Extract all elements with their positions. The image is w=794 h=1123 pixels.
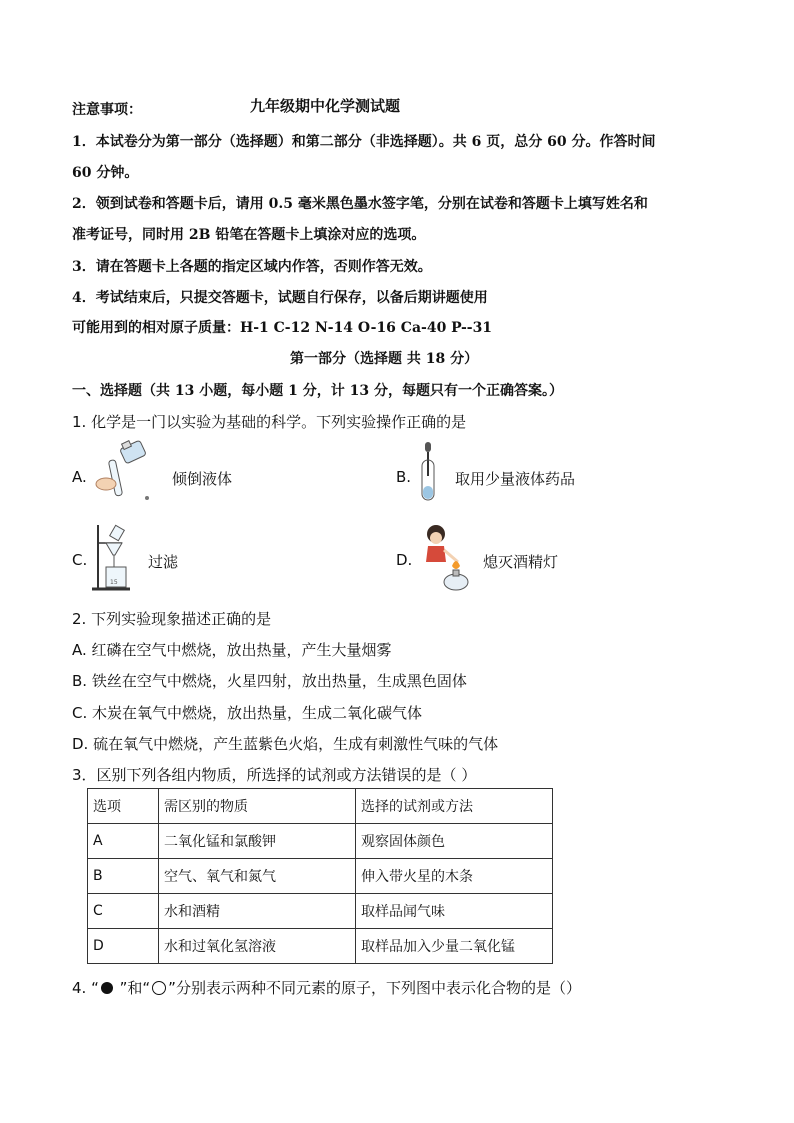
note-item-1-line-1: 1．本试卷分为第一部分（选择题）和第二部分（非选择题）。共 6 页，总分 60 分。作答时间 xyxy=(72,134,656,150)
table-header-row xyxy=(88,789,553,824)
table-row xyxy=(88,824,553,859)
table-cell: C xyxy=(88,894,159,929)
filtration-apparatus-image xyxy=(90,523,136,593)
q1-option-d-letter: D. xyxy=(396,551,413,569)
q2-option-a: A. 红磷在空气中燃烧，放出热量，产生大量烟雾 xyxy=(72,641,392,659)
q1-option-b-letter: B. xyxy=(396,468,412,486)
q1-option-d-text: 熄灭酒精灯 xyxy=(483,553,559,571)
question-4-stem xyxy=(72,977,581,998)
filled-circle-atom-icon xyxy=(101,982,113,994)
note-item-2-line-2: 准考证号，同时用 2B 铅笔在答题卡上填涂对应的选项。 xyxy=(72,227,426,243)
table-cell: B xyxy=(88,859,159,894)
q1-option-b-text: 取用少量液体药品 xyxy=(455,470,576,488)
table-cell: 取样品加入少量二氧化锰 xyxy=(356,929,553,964)
hollow-circle-atom-icon xyxy=(152,981,166,995)
note-item-3: 3．请在答题卡上各题的指定区域内作答，否则作答无效。 xyxy=(72,259,432,275)
section-one-heading: 一、选择题（共 13 小题，每小题 1 分，计 13 分，每题只有一个正确答案。） xyxy=(72,383,563,399)
q1-option-a-text: 倾倒液体 xyxy=(172,470,233,488)
question-2-stem: 2. 下列实验现象描述正确的是 xyxy=(72,610,272,628)
question-1-stem: 1. 化学是一门以实验为基础的科学。下列实验操作正确的是 xyxy=(72,413,467,431)
part-one-heading: 第一部分（选择题 共 18 分） xyxy=(290,351,479,367)
pouring-liquid-image xyxy=(92,440,152,502)
question-3-stem: 3．区别下列各组内物质，所选择的试剂或方法错误的是（ ） xyxy=(72,766,477,784)
q4-text-part-2: ”和“ xyxy=(114,979,151,997)
note-item-2-line-1: 2．领到试卷和答题卡后，请用 0.5 毫米黑色墨水签字笔，分别在试卷和答题卡上填写姓名和 xyxy=(72,196,648,212)
beaker-mark: 15 xyxy=(110,579,118,586)
table-row xyxy=(88,859,553,894)
table-cell: D xyxy=(88,929,159,964)
table-cell: 空气、氧气和氮气 xyxy=(159,859,356,894)
note-item-1-line-2: 60 分钟。 xyxy=(72,165,139,181)
table-cell: 二氧化锰和氯酸钾 xyxy=(159,824,356,859)
table-cell: 取样品闻气味 xyxy=(356,894,553,929)
table-cell: 观察固体颜色 xyxy=(356,824,553,859)
q4-text-part-1: 4. “ xyxy=(72,979,99,997)
table-row xyxy=(88,894,553,929)
table-header-cell: 需区别的物质 xyxy=(159,789,356,824)
page-title: 九年级期中化学测试题 xyxy=(250,97,401,115)
notes-heading: 注意事项： xyxy=(72,102,142,118)
atomic-mass-line: 可能用到的相对原子质量：H-1 C-12 N-14 O-16 Ca-40 P--31 xyxy=(72,320,493,336)
note-item-4: 4．考试结束后，只提交答题卡，试题自行保存，以备后期讲题使用 xyxy=(72,290,488,306)
table-cell: 伸入带火星的木条 xyxy=(356,859,553,894)
q4-text-part-3: ”分别表示两种不同元素的原子，下列图中表示化合物的是（） xyxy=(168,979,581,997)
table-header-cell: 选择的试剂或方法 xyxy=(356,789,553,824)
q1-option-c-text: 过滤 xyxy=(148,553,179,571)
q3-options-table xyxy=(87,788,553,964)
table-cell: A xyxy=(88,824,159,859)
table-cell: 水和酒精 xyxy=(159,894,356,929)
q2-option-d: D. 硫在氧气中燃烧，产生蓝紫色火焰，生成有刺激性气味的气体 xyxy=(72,735,499,753)
table-cell: 水和过氧化氢溶液 xyxy=(159,929,356,964)
q1-option-a-letter: A. xyxy=(72,468,87,486)
q2-option-b: B. 铁丝在空气中燃烧，火星四射，放出热量，生成黑色固体 xyxy=(72,672,467,690)
extinguish-alcohol-lamp-image xyxy=(418,522,470,594)
table-header-cell: 选项 xyxy=(88,789,159,824)
table-row xyxy=(88,929,553,964)
q2-option-c: C. 木炭在氧气中燃烧，放出热量，生成二氧化碳气体 xyxy=(72,704,423,722)
q1-option-c-letter: C. xyxy=(72,551,88,569)
dropper-test-tube-image xyxy=(418,442,438,502)
